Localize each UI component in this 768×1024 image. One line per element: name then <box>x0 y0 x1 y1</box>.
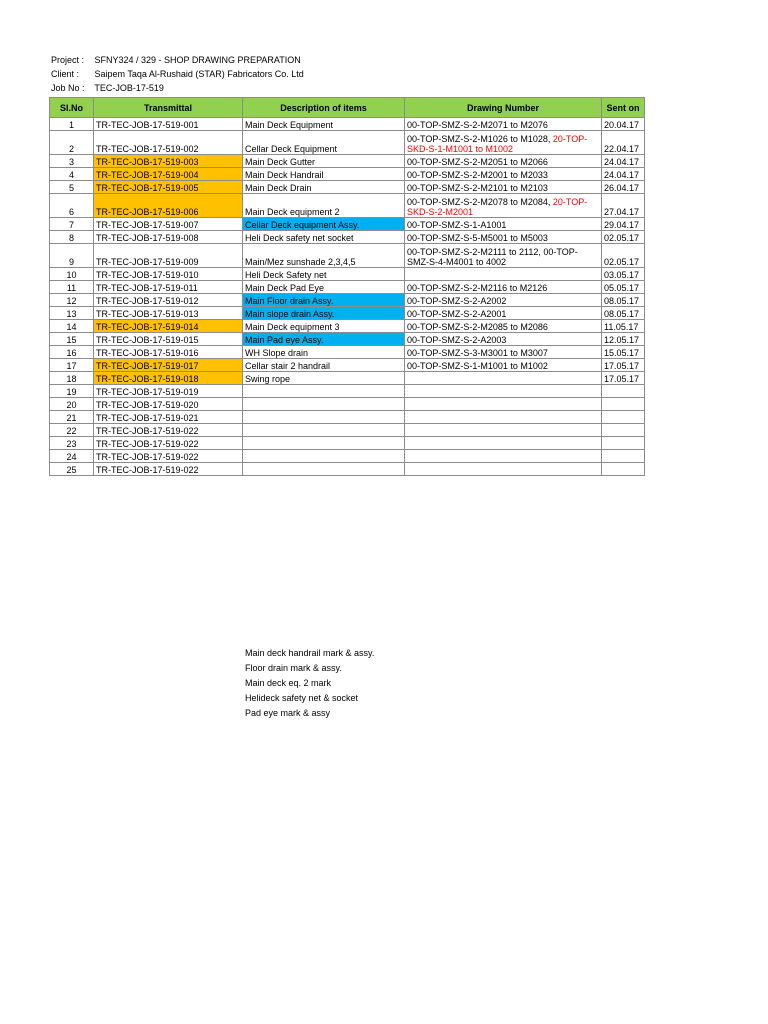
cell-description: Cellar stair 2 handrail <box>243 359 405 372</box>
cell-sent-on <box>602 398 645 411</box>
table-row <box>50 231 645 244</box>
cell-drawing-number <box>405 463 602 476</box>
cell-transmittal: TR-TEC-JOB-17-519-006 <box>94 194 243 218</box>
cell-description: Main Deck Equipment <box>243 118 405 131</box>
cell-description: Main slope drain Assy. <box>243 307 405 320</box>
cell-sent-on: 22.04.17 <box>602 131 645 155</box>
table-header-row <box>50 98 645 118</box>
job-label: Job No : <box>51 83 85 93</box>
cell-description: Main Floor drain Assy. <box>243 294 405 307</box>
cell-drawing-number <box>405 359 602 372</box>
cell-sent-on <box>602 424 645 437</box>
cell-transmittal: TR-TEC-JOB-17-519-012 <box>94 294 243 307</box>
cell-transmittal: TR-TEC-JOB-17-519-010 <box>94 268 243 281</box>
cell-description: Main Deck equipment 3 <box>243 320 405 333</box>
cell-slno: 25 <box>50 463 94 476</box>
cell-drawing-number <box>405 294 602 307</box>
cell-drawing-number <box>405 281 602 294</box>
cell-sent-on: 03.05.17 <box>602 268 645 281</box>
drawing-number-text: 00-TOP-SMZ-S-2-M2101 to M2103 <box>407 183 548 193</box>
cell-drawing-number <box>405 372 602 385</box>
cell-slno: 10 <box>50 268 94 281</box>
cell-description <box>243 424 405 437</box>
cell-sent-on: 15.05.17 <box>602 346 645 359</box>
cell-drawing-number <box>405 424 602 437</box>
cell-description <box>243 385 405 398</box>
table-body <box>50 118 645 476</box>
drawing-number-red-text: 20-TOP-SKD-S-2-M2001 <box>407 197 588 217</box>
cell-slno: 24 <box>50 450 94 463</box>
cell-sent-on: 11.05.17 <box>602 320 645 333</box>
cell-sent-on: 08.05.17 <box>602 307 645 320</box>
cell-transmittal: TR-TEC-JOB-17-519-013 <box>94 307 243 320</box>
table-row <box>50 181 645 194</box>
drawing-number-text: 00-TOP-SMZ-S-2-M2071 to M2076 <box>407 120 548 130</box>
cell-sent-on: 02.05.17 <box>602 244 645 268</box>
cell-description: Main Deck Handrail <box>243 168 405 181</box>
cell-drawing-number <box>405 411 602 424</box>
cell-drawing-number <box>405 118 602 131</box>
table-row <box>50 398 645 411</box>
transmittal-table <box>49 97 645 476</box>
cell-sent-on: 05.05.17 <box>602 281 645 294</box>
col-header-transmittal: Transmittal <box>94 98 243 118</box>
cell-description <box>243 450 405 463</box>
note-item: Pad eye mark & assy <box>245 708 331 718</box>
client-line <box>51 68 304 80</box>
cell-description: Cellar Deck Equipment <box>243 131 405 155</box>
drawing-number-text: 00-TOP-SMZ-S-2-M2111 to 2112, 00-TOP-SMZ-S-4-M4001 to 4002 <box>407 247 578 267</box>
cell-description: WH Slope drain <box>243 346 405 359</box>
col-header-slno: Sl.No <box>50 98 94 118</box>
cell-sent-on <box>602 463 645 476</box>
cell-slno: 8 <box>50 231 94 244</box>
table-row <box>50 281 645 294</box>
table-row <box>50 218 645 231</box>
cell-transmittal: TR-TEC-JOB-17-519-005 <box>94 181 243 194</box>
table-row <box>50 320 645 333</box>
cell-sent-on <box>602 385 645 398</box>
cell-description <box>243 437 405 450</box>
cell-drawing-number <box>405 450 602 463</box>
drawing-number-text: 00-TOP-SMZ-S-2-M2116 to M2126 <box>407 283 548 293</box>
cell-description: Swing rope <box>243 372 405 385</box>
cell-transmittal: TR-TEC-JOB-17-519-018 <box>94 372 243 385</box>
cell-sent-on <box>602 450 645 463</box>
cell-transmittal: TR-TEC-JOB-17-519-007 <box>94 218 243 231</box>
table-row <box>50 424 645 437</box>
table-row <box>50 450 645 463</box>
cell-slno: 16 <box>50 346 94 359</box>
cell-description <box>243 463 405 476</box>
cell-description: Main Deck equipment 2 <box>243 194 405 218</box>
note-item: Main deck handrail mark & assy. <box>245 648 375 658</box>
drawing-number-text: 00-TOP-SMZ-S-2-A2002 <box>407 296 507 306</box>
cell-transmittal: TR-TEC-JOB-17-519-022 <box>94 424 243 437</box>
cell-description: Cellar Deck equipment Assy. <box>243 218 405 231</box>
table-row <box>50 168 645 181</box>
cell-sent-on: 17.05.17 <box>602 359 645 372</box>
cell-transmittal: TR-TEC-JOB-17-519-022 <box>94 450 243 463</box>
cell-sent-on: 17.05.17 <box>602 372 645 385</box>
cell-drawing-number <box>405 320 602 333</box>
cell-slno: 9 <box>50 244 94 268</box>
project-value: SFNY324 / 329 - SHOP DRAWING PREPARATION <box>94 55 301 65</box>
col-header-description: Description of items <box>243 98 405 118</box>
cell-transmittal: TR-TEC-JOB-17-519-009 <box>94 244 243 268</box>
cell-transmittal: TR-TEC-JOB-17-519-021 <box>94 411 243 424</box>
client-value: Saipem Taqa Al-Rushaid (STAR) Fabricators Co. Ltd <box>94 69 304 79</box>
cell-description: Heli Deck safety net socket <box>243 231 405 244</box>
cell-drawing-number <box>405 131 602 155</box>
cell-drawing-number <box>405 385 602 398</box>
table-row <box>50 385 645 398</box>
cell-slno: 6 <box>50 194 94 218</box>
cell-sent-on: 24.04.17 <box>602 155 645 168</box>
cell-transmittal: TR-TEC-JOB-17-519-022 <box>94 463 243 476</box>
table-row <box>50 346 645 359</box>
cell-drawing-number <box>405 181 602 194</box>
table-row <box>50 194 645 218</box>
table-row <box>50 244 645 268</box>
cell-transmittal: TR-TEC-JOB-17-519-015 <box>94 333 243 346</box>
cell-slno: 20 <box>50 398 94 411</box>
cell-drawing-number <box>405 346 602 359</box>
cell-sent-on: 26.04.17 <box>602 181 645 194</box>
cell-transmittal: TR-TEC-JOB-17-519-014 <box>94 320 243 333</box>
drawing-number-text: 00-TOP-SMZ-S-2-M2085 to M2086 <box>407 322 548 332</box>
cell-drawing-number <box>405 168 602 181</box>
cell-transmittal: TR-TEC-JOB-17-519-001 <box>94 118 243 131</box>
cell-slno: 19 <box>50 385 94 398</box>
cell-description: Main Pad eye Assy. <box>243 333 405 346</box>
cell-slno: 18 <box>50 372 94 385</box>
drawing-number-text: 00-TOP-SMZ-S-2-A2001 <box>407 309 507 319</box>
cell-sent-on: 27.04.17 <box>602 194 645 218</box>
cell-transmittal: TR-TEC-JOB-17-519-008 <box>94 231 243 244</box>
drawing-number-text: 00-TOP-SMZ-S-2-M1026 to M1028, <box>407 134 553 144</box>
cell-transmittal: TR-TEC-JOB-17-519-004 <box>94 168 243 181</box>
job-line <box>51 82 164 94</box>
note-item: Floor drain mark & assy. <box>245 663 342 673</box>
cell-slno: 11 <box>50 281 94 294</box>
cell-transmittal: TR-TEC-JOB-17-519-002 <box>94 131 243 155</box>
table-row <box>50 118 645 131</box>
table-row <box>50 411 645 424</box>
table-row <box>50 155 645 168</box>
col-header-drawing-number: Drawing Number <box>405 98 602 118</box>
table-row <box>50 131 645 155</box>
table-row <box>50 372 645 385</box>
cell-slno: 23 <box>50 437 94 450</box>
cell-drawing-number <box>405 307 602 320</box>
cell-drawing-number <box>405 398 602 411</box>
drawing-number-text: 00-TOP-SMZ-S-1-A1001 <box>407 220 507 230</box>
table-row <box>50 463 645 476</box>
drawing-number-text: 00-TOP-SMZ-S-2-A2003 <box>407 335 507 345</box>
note-item: Main deck eq. 2 mark <box>245 678 332 688</box>
drawing-number-text: 00-TOP-SMZ-S-2-M2001 to M2033 <box>407 170 548 180</box>
cell-sent-on <box>602 411 645 424</box>
cell-drawing-number <box>405 333 602 346</box>
project-line <box>51 54 301 66</box>
cell-slno: 17 <box>50 359 94 372</box>
cell-drawing-number <box>405 268 602 281</box>
table-row <box>50 268 645 281</box>
table-row <box>50 437 645 450</box>
cell-drawing-number <box>405 155 602 168</box>
table-row <box>50 294 645 307</box>
cell-drawing-number <box>405 244 602 268</box>
cell-description: Main Deck Gutter <box>243 155 405 168</box>
cell-slno: 14 <box>50 320 94 333</box>
cell-description <box>243 398 405 411</box>
table-row <box>50 333 645 346</box>
col-header-sent-on: Sent on <box>602 98 645 118</box>
cell-sent-on <box>602 437 645 450</box>
cell-description: Main/Mez sunshade 2,3,4,5 <box>243 244 405 268</box>
cell-sent-on: 20.04.17 <box>602 118 645 131</box>
cell-drawing-number <box>405 194 602 218</box>
cell-description: Main Deck Drain <box>243 181 405 194</box>
cell-drawing-number <box>405 437 602 450</box>
drawing-number-text: 00-TOP-SMZ-S-3-M3001 to M3007 <box>407 348 548 358</box>
client-label: Client : <box>51 69 80 79</box>
cell-slno: 2 <box>50 131 94 155</box>
job-value: TEC-JOB-17-519 <box>94 83 164 93</box>
cell-description: Main Deck Pad Eye <box>243 281 405 294</box>
cell-transmittal: TR-TEC-JOB-17-519-022 <box>94 437 243 450</box>
cell-slno: 12 <box>50 294 94 307</box>
drawing-number-text: 00-TOP-SMZ-S-5-M5001 to M5003 <box>407 233 548 243</box>
cell-sent-on: 24.04.17 <box>602 168 645 181</box>
notes-list <box>245 646 374 721</box>
cell-transmittal: TR-TEC-JOB-17-519-016 <box>94 346 243 359</box>
cell-drawing-number <box>405 231 602 244</box>
cell-transmittal: TR-TEC-JOB-17-519-017 <box>94 359 243 372</box>
cell-slno: 1 <box>50 118 94 131</box>
cell-sent-on: 08.05.17 <box>602 294 645 307</box>
drawing-number-text: 00-TOP-SMZ-S-1-M1001 to M1002 <box>407 361 548 371</box>
cell-transmittal: TR-TEC-JOB-17-519-019 <box>94 385 243 398</box>
drawing-number-text: 00-TOP-SMZ-S-2-M2051 to M2066 <box>407 157 548 167</box>
cell-slno: 22 <box>50 424 94 437</box>
project-label: Project : <box>51 55 85 65</box>
drawing-number-red-text: 20-TOP-SKD-S-1-M1001 to M1002 <box>407 134 588 154</box>
table-row <box>50 359 645 372</box>
cell-slno: 7 <box>50 218 94 231</box>
table-row <box>50 307 645 320</box>
cell-slno: 4 <box>50 168 94 181</box>
drawing-number-text: 00-TOP-SMZ-S-2-M2078 to M2084, <box>407 197 553 207</box>
cell-slno: 15 <box>50 333 94 346</box>
cell-transmittal: TR-TEC-JOB-17-519-003 <box>94 155 243 168</box>
cell-description: Heli Deck Safety net <box>243 268 405 281</box>
cell-slno: 3 <box>50 155 94 168</box>
cell-transmittal: TR-TEC-JOB-17-519-020 <box>94 398 243 411</box>
cell-slno: 13 <box>50 307 94 320</box>
cell-description <box>243 411 405 424</box>
cell-slno: 5 <box>50 181 94 194</box>
cell-drawing-number <box>405 218 602 231</box>
cell-slno: 21 <box>50 411 94 424</box>
cell-sent-on: 12.05.17 <box>602 333 645 346</box>
cell-transmittal: TR-TEC-JOB-17-519-011 <box>94 281 243 294</box>
cell-sent-on: 02.05.17 <box>602 231 645 244</box>
note-item: Helideck safety net & socket <box>245 693 359 703</box>
cell-sent-on: 29.04.17 <box>602 218 645 231</box>
